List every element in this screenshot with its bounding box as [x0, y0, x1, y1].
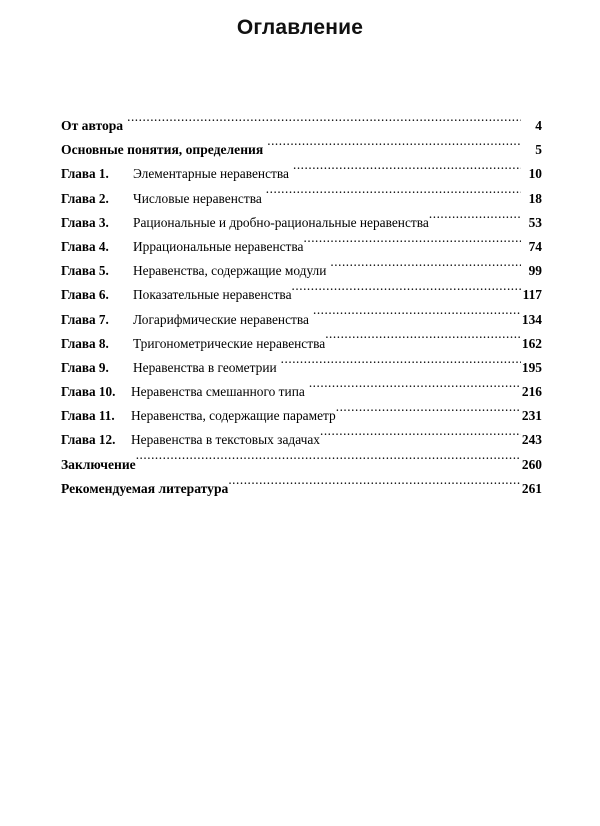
toc-entry[interactable] [61, 404, 542, 428]
toc-entry-page-number: 4 [535, 118, 542, 133]
toc-entry-label: Рекомендуемая литература [61, 480, 229, 496]
toc-entry-label: Неравенства, содержащие модули [133, 263, 327, 279]
toc-entry-label: Неравенства, содержащие параметр [131, 408, 336, 424]
toc-entry[interactable] [61, 283, 542, 307]
toc-dot-leader [325, 334, 521, 348]
toc-entry-label: Заключение [61, 456, 136, 472]
toc-entry-number: Глава 7. [61, 311, 109, 327]
toc-entry-number: Глава 10. [61, 384, 116, 400]
toc-entry-number: Глава 6. [61, 287, 109, 303]
toc-entry-page-number: 99 [528, 263, 542, 279]
toc-entry[interactable] [61, 138, 542, 162]
toc-entry[interactable] [61, 428, 542, 452]
toc-entry-page-number: 216 [521, 384, 542, 400]
toc-entry-label: Показательные неравенства [133, 287, 292, 303]
toc-entry[interactable] [61, 380, 542, 404]
toc-dot-leader [266, 189, 521, 203]
toc-entry-label: Логарифмические неравенства [133, 311, 309, 327]
toc-entry-page-number: 10 [528, 166, 542, 182]
toc-entry-page-number: 53 [528, 214, 542, 230]
toc-entry-label: От автора [61, 118, 124, 133]
toc-entry-number: Глава 3. [61, 214, 109, 230]
toc-entry[interactable] [61, 211, 542, 235]
toc-entry-number: Глава 12. [61, 432, 116, 448]
toc-entry-label: Неравенства в текстовых задачах [131, 432, 320, 448]
table-of-contents-list [61, 114, 542, 501]
toc-entry-label: Иррациональные неравенства [133, 238, 304, 254]
toc-entry[interactable] [61, 332, 542, 356]
toc-entry-page-number: 231 [521, 408, 542, 424]
toc-dot-leader [330, 261, 521, 275]
toc-entry-page-number: 162 [521, 335, 542, 351]
toc-entry-page-number: 5 [535, 142, 542, 158]
toc-entry-page-number: 134 [521, 311, 542, 327]
toc-entry-number: Глава 5. [61, 263, 109, 279]
toc-entry[interactable] [61, 187, 542, 211]
toc-entry-page-number: 260 [521, 456, 542, 472]
toc-entry-page-number: 195 [521, 359, 542, 375]
toc-entry-label: Тригонометрические неравенства [133, 335, 326, 351]
toc-dot-leader [293, 164, 521, 178]
toc-entry-number: Глава 8. [61, 335, 109, 351]
toc-dot-leader [304, 237, 522, 251]
toc-dot-leader [281, 358, 521, 372]
toc-entry-label: Неравенства в геометрии [133, 359, 277, 375]
toc-dot-leader [127, 116, 521, 130]
toc-entry[interactable] [61, 477, 542, 501]
toc-entry-number: Глава 9. [61, 359, 109, 375]
toc-dot-leader [228, 479, 521, 493]
toc-dot-leader [136, 455, 521, 469]
toc-entry[interactable] [61, 308, 542, 332]
toc-dot-leader [336, 406, 521, 420]
toc-entry-label: Элементарные неравенства [133, 166, 289, 182]
toc-entry-number: Глава 4. [61, 238, 109, 254]
toc-entry[interactable] [61, 453, 542, 477]
toc-dot-leader [267, 140, 521, 154]
toc-entry[interactable] [61, 162, 542, 186]
toc-dot-leader [309, 382, 521, 396]
toc-entry-page-number: 74 [528, 238, 542, 254]
toc-entry-page-number: 261 [521, 480, 542, 496]
toc-entry-page-number: 18 [528, 190, 542, 206]
toc-entry[interactable] [61, 356, 542, 380]
page-title: Оглавление [236, 16, 364, 39]
toc-dot-leader [292, 285, 521, 299]
toc-entry[interactable] [61, 259, 542, 283]
toc-entry-label: Основные понятия, определения [61, 142, 264, 158]
toc-entry-number: Глава 11. [61, 408, 115, 424]
toc-entry-page-number: 243 [521, 432, 542, 448]
toc-dot-leader [313, 310, 521, 324]
toc-entry-number: Глава 1. [61, 166, 109, 182]
toc-entry-label: Числовые неравенства [133, 190, 262, 206]
toc-entry-label: Неравенства смешанного типа [131, 384, 305, 400]
toc-entry[interactable] [61, 114, 542, 138]
toc-entry-number: Глава 2. [61, 190, 109, 206]
toc-entry[interactable] [61, 235, 542, 259]
toc-entry-page-number: 117 [522, 287, 542, 303]
toc-entry-label: Рациональные и дробно-рациональные неравенства [133, 214, 429, 230]
toc-dot-leader [320, 430, 521, 444]
toc-dot-leader [429, 213, 521, 227]
